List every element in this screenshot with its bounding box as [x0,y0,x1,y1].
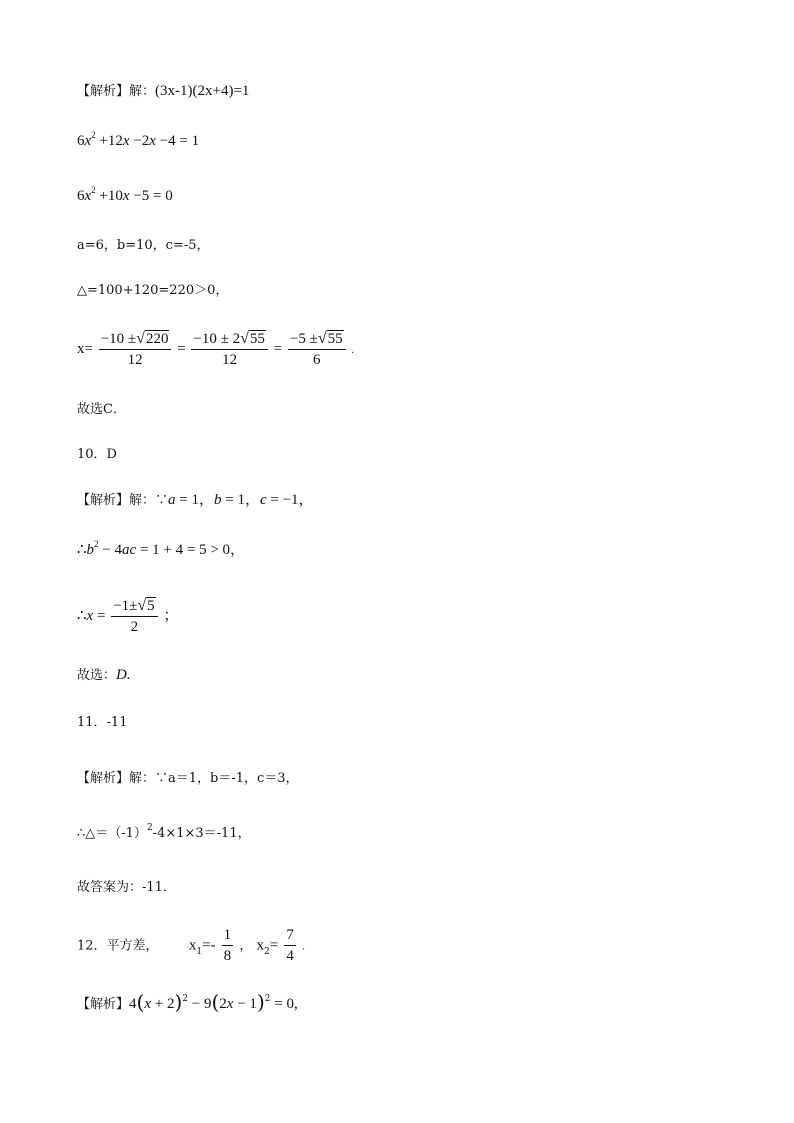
root-formula-line-10: ∴x = $\frac{-1\pm√5}{2}$ ； [77,597,179,635]
analysis-line-11: 【解析】解：∵a＝1，b＝-1，c＝3， [77,771,299,786]
term: +10 [99,188,123,204]
term: −4 = 1 [159,133,200,149]
question-11-answer: 11．-11 [77,715,128,730]
sqrt-icon: √220 [136,330,169,347]
analysis-line-12: 【解析】$4(x + 2)^2 - 9(2x - 1)^2 = 0$, [77,990,298,1014]
analysis-line-10: 【解析】解：∵a = 1，b = 1，c = −1， [77,492,314,508]
analysis-label: 【解析】 [77,997,130,1012]
answer-line-11: 故答案为：-11． [77,880,176,895]
coef: 6 [77,133,85,149]
discriminant-line-10: $\therefore b^2 - 4ac = 1 + 4 = 5 > 0$， [77,539,246,558]
fraction-3: $\frac{-5 \pm√55}{6}$ [288,330,346,369]
fraction-x1: $\frac{1}{8}$ [223,927,232,964]
term: −5 = 0 [133,188,173,204]
sqrt-icon: √55 [240,330,265,347]
equation-line-3: $6x^2 +10x -5 = 0$ [77,185,173,204]
answer-line-10: 故选：D. [77,667,131,683]
quadratic-formula-line: x= $\frac{-10 \pm√220}{12}$ = $\frac{-10 \pm 2√55}{12}$ = $\frac{-5 \pm√55}{6}$ . [77,330,354,368]
discriminant-line: △=100+120=220＞0， [77,283,229,298]
discriminant-line-11: $\therefore\triangle=(-1)^2-4\times 1\times 3=-11$， [77,823,251,841]
analysis-label: 【解析】解： [77,84,156,99]
analysis-label: 【解析】解：∵ [77,493,169,508]
term: +12 [99,133,123,149]
equation-line-2: $6x^2 +12x -2x -4 = 1$ [77,130,200,149]
coefficients-line: a=6，b=10，c=-5， [77,238,210,253]
sqrt-icon: √55 [317,330,343,347]
analysis-line-1 [77,82,249,101]
fraction-1: $\frac{-10 \pm√220}{12}$ [99,330,172,369]
fraction: $\frac{-1\pm√5}{2}$ [111,597,157,636]
fraction-x2: $\frac{7}{4}$ [286,927,294,964]
question-10-answer: 10．D [77,447,117,462]
sqrt-icon: √5 [137,597,155,614]
question-12-answer: 12．平方差， $x_1=-$ $\frac{1}{8}$ ， $x_2=$ $\frac{7}{4}$ . [77,927,306,964]
term: −2 [133,133,150,149]
equation-text: (3x-1)(2x+4)=1 [155,83,250,99]
coef: 6 [77,188,85,204]
fraction-2: $\frac{-10 \pm 2√55}{12}$ [191,330,267,369]
x-equals: x= [77,340,93,357]
answer-line: 故选C． [77,402,126,417]
